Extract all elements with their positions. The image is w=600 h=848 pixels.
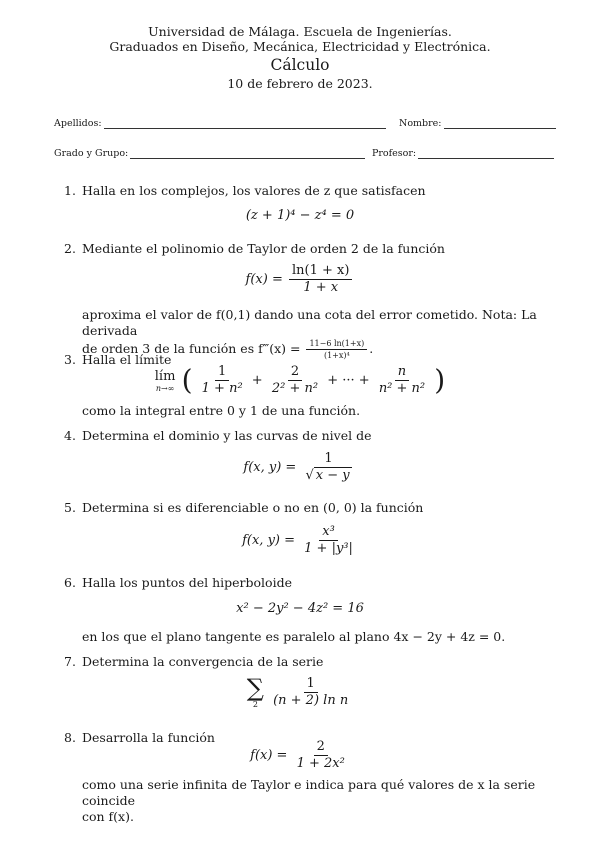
question-number: 2. xyxy=(64,241,76,256)
question-4 xyxy=(64,428,564,444)
exam-header xyxy=(0,24,600,54)
question-text-part: de orden 3 de la función es f‴(x) = xyxy=(82,341,301,356)
question-text: como la integral entre 0 y 1 de una función. xyxy=(82,403,361,418)
formula-5 xyxy=(0,525,600,556)
nombre-field[interactable] xyxy=(399,118,556,129)
apellidos-line[interactable] xyxy=(104,119,386,129)
question-number: 6. xyxy=(64,575,76,590)
question-text: Mediante el polinomio de Taylor de orden 2 de la función xyxy=(82,241,445,256)
grado-field[interactable] xyxy=(54,148,365,159)
formula-numerator: 1 xyxy=(304,677,318,693)
question-text: Determina si es diferenciable o no en (0, 0) la función xyxy=(82,500,424,515)
apellidos-field[interactable] xyxy=(54,118,386,129)
question-number: 3. xyxy=(64,352,76,367)
profesor-field[interactable] xyxy=(372,148,554,159)
apellidos-label: Apellidos: xyxy=(54,118,102,129)
formula-numerator: ln(1 + x) xyxy=(289,264,352,280)
question-8-continuation xyxy=(64,777,564,825)
derivative-denominator: (1+x)⁴ xyxy=(323,351,350,360)
university-line: Universidad de Málaga. Escuela de Ingenierías. xyxy=(148,24,452,39)
formula-7: ∑ 2 $\frac{1}{\text{(n + 2) ln n}}$ xyxy=(0,676,600,709)
formula-lhs: f(x, y) = xyxy=(242,533,296,548)
formula-6: x² − 2y² − 4z² = 16 xyxy=(236,601,364,616)
question-6-continuation xyxy=(64,629,564,645)
limit-word: lím xyxy=(154,368,176,384)
formula-lhs: f(x, y) = xyxy=(243,460,297,475)
question-6 xyxy=(64,575,564,591)
question-7 xyxy=(64,654,564,670)
question-text: aproxima el valor de f(0,1) dando una cota del error cometido. Nota: La derivada xyxy=(82,307,537,338)
profesor-label: Profesor: xyxy=(372,148,417,159)
question-text: Determina el dominio y las curvas de nivel de xyxy=(82,428,372,443)
formula-numerator: x³ xyxy=(319,525,338,541)
question-1 xyxy=(64,183,564,199)
profesor-line[interactable] xyxy=(418,149,554,159)
grado-label: Grado y Grupo: xyxy=(54,148,129,159)
formula-1: (z + 1)⁴ − z⁴ = 0 xyxy=(245,208,355,223)
formula-8 xyxy=(0,740,600,771)
question-number: 7. xyxy=(64,654,76,669)
question-text: Halla en los complejos, los valores de z que satisfacen xyxy=(82,183,426,198)
term-numerator: 1 xyxy=(215,365,229,381)
question-number: 5. xyxy=(64,500,76,515)
formula-denominator: x − y xyxy=(315,468,350,483)
term-denominator: 1 + n² xyxy=(201,381,243,396)
subject-title: Cálculo xyxy=(270,56,330,74)
formula-denominator: 1 + |y³| xyxy=(304,541,353,556)
formula-4: f(x, y) = $\frac{1}{√ x - y}$ xyxy=(243,451,350,483)
question-5 xyxy=(64,500,564,516)
formula-lhs: f(x) = xyxy=(250,748,288,763)
limit-subscript: n→∞ xyxy=(155,383,175,393)
formula-lhs: f(x) = xyxy=(245,272,283,287)
question-text: Desarrolla la función xyxy=(82,730,215,745)
formula-denominator: 1 + 2x² xyxy=(296,756,345,771)
formula-2 xyxy=(0,264,600,295)
sum-subscript: 2 xyxy=(252,700,258,709)
derivative-numerator: 11−6 ln(1+x) xyxy=(306,339,367,350)
formula-numerator: 2 xyxy=(314,740,328,756)
question-text: Halla los puntos del hiperboloide xyxy=(82,575,292,590)
question-text: en los que el plano tangente es paralelo al plano 4x − 2y + 4z = 0. xyxy=(82,629,506,644)
question-text: Halla el límite xyxy=(82,352,172,367)
question-text: como una serie infinita de Taylor e indica para qué valores de x la serie coincide xyxy=(82,777,536,808)
question-number: 1. xyxy=(64,183,76,198)
formula-numerator: 1 xyxy=(321,452,335,468)
term-denominator: n² + n² xyxy=(378,381,426,396)
term-numerator: n xyxy=(395,365,409,381)
nombre-line[interactable] xyxy=(444,119,556,129)
question-2 xyxy=(64,241,564,257)
formula-denominator: (n + 2) ln n xyxy=(273,693,349,708)
nombre-label: Nombre: xyxy=(399,118,442,129)
formula-3: lím n→∞ ( $\frac{1}{\text{1 + n²}}$ + $\frac{2}{\text{2² + n²}}$ + ··· + $\frac{n}{\text{n² + n²}}$ ) xyxy=(154,363,446,397)
grado-line[interactable] xyxy=(130,149,365,159)
exam-date: 10 de febrero de 2023. xyxy=(227,76,373,91)
term-denominator: 2² + n² xyxy=(271,381,319,396)
term-numerator: 2 xyxy=(288,365,302,381)
question-3-continuation xyxy=(64,403,564,419)
ellipsis: + ··· + xyxy=(327,373,370,388)
degrees-line: Graduados en Diseño, Mecánica, Electricidad y Electrónica. xyxy=(109,39,491,54)
question-text-part: . xyxy=(369,341,374,356)
question-number: 8. xyxy=(64,730,76,745)
question-number: 4. xyxy=(64,428,76,443)
question-text: con f(x). xyxy=(82,809,134,824)
formula-denominator: 1 + x xyxy=(303,280,339,295)
question-text: Determina la convergencia de la serie xyxy=(82,654,324,669)
